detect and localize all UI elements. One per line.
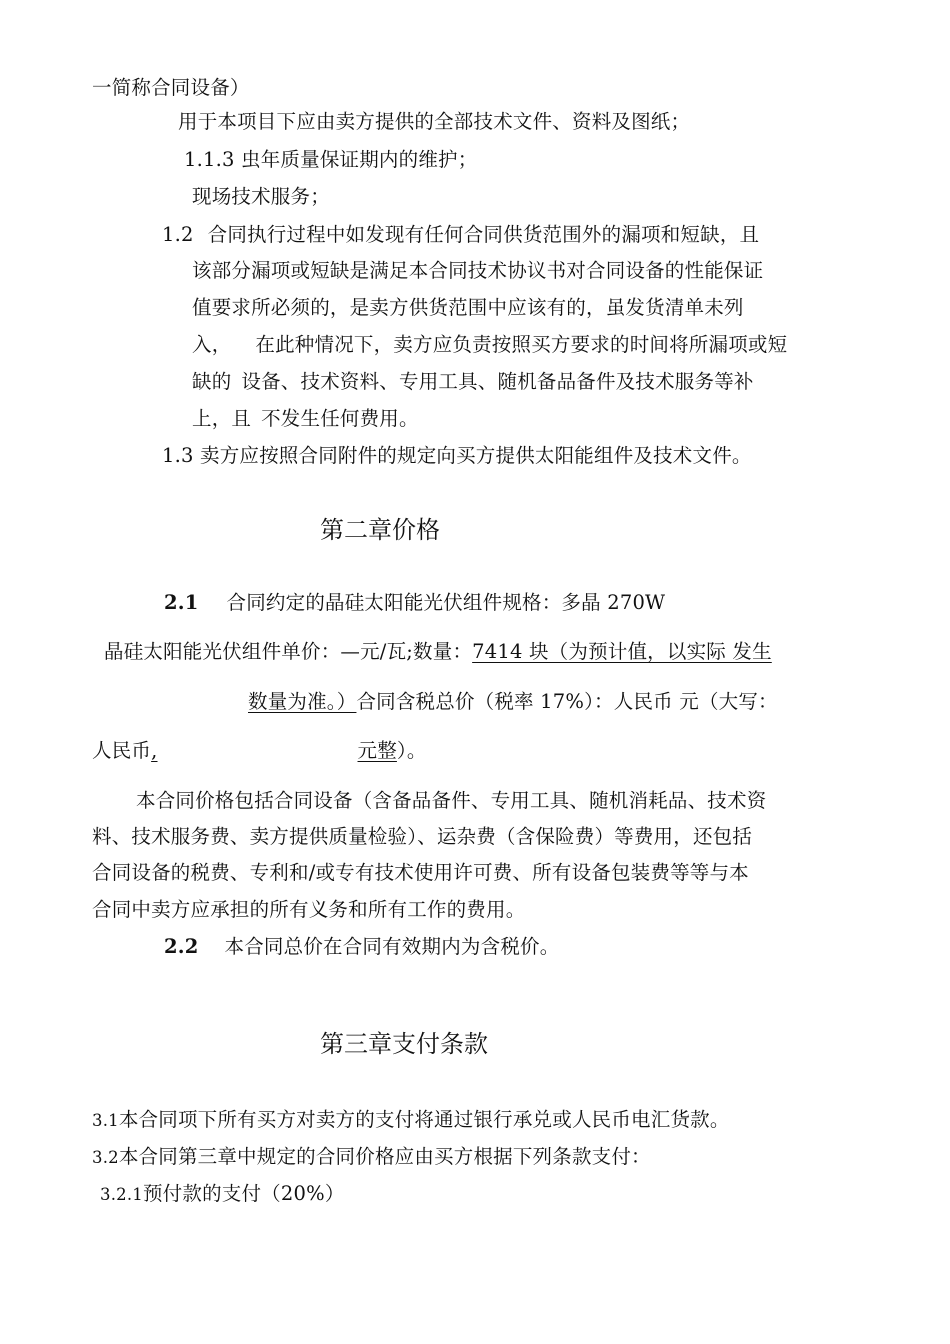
clause-3-2-1 (100, 1180, 345, 1209)
clause-number: 3.2.1 (100, 1185, 143, 1204)
clause-1-2-line-5 (192, 368, 754, 396)
price-paragraph-line-1: 本合同价格包括合同设备（含备品备件、专用工具、随机消耗品、技术资 (136, 789, 767, 812)
clause-2-1 (164, 589, 665, 617)
clause-number: 2.2 (164, 935, 199, 958)
chapter-2-title: 第二章价格 (320, 516, 440, 544)
quantity-line (248, 688, 778, 716)
text-line-3: 1.1.3 虫年质量保证期内的维护； (184, 148, 478, 171)
text-line-1: 一简称合同设备） (92, 76, 250, 99)
clause-text: 上，且 (192, 407, 252, 430)
clause-text: 预付款的支付（20%） (142, 1182, 345, 1205)
clause-text: 本合同项下所有买方对卖方的支付将通过银行承兑或人民币电汇货款。 (118, 1108, 730, 1131)
text-line-4: 现场技术服务； (192, 185, 330, 208)
total-price-text: 合同含税总价（税率 17%）：人民币 元（大写： (356, 690, 778, 713)
rmb-end: ）。 (396, 739, 427, 762)
price-paragraph-line-3: 合同设备的税费、专利和/或专有技术使用许可费、所有设备包装费等等与本 (92, 861, 749, 884)
clause-text: 不发生任何费用。 (261, 407, 419, 430)
clause-1-2-line-4 (192, 331, 787, 359)
quantity-text: 7414 块（为预计值，以实际 发生 (472, 640, 772, 663)
clause-text: 在此种情况下，卖方应负责按照买方要求的时间将所漏项或短 (255, 333, 788, 356)
price-line (104, 638, 772, 666)
clause-number: 2.1 (164, 591, 199, 614)
price-paragraph-line-4: 合同中卖方应承担的所有义务和所有工作的费用。 (92, 898, 526, 921)
clause-3-2 (92, 1143, 651, 1172)
quantity-note: 数量为准。） (248, 690, 357, 713)
clause-1-3: 1.3 卖方应按照合同附件的规定向买方提供太阳能组件及技术文件。 (162, 444, 752, 467)
clause-1-2-line-6 (192, 405, 419, 433)
clause-text: 入， (192, 333, 232, 356)
clause-1-2-line-3: 值要求所必须的，是卖方供货范围中应该有的，虽发货清单未列 (192, 296, 744, 319)
clause-number: 3.2 (92, 1148, 119, 1167)
clause-text: 缺的 (192, 370, 232, 393)
unit-price-text: 晶硅太阳能光伏组件单价：—元/瓦;数量： (104, 640, 473, 663)
clause-1-2-line-1 (162, 221, 759, 249)
clause-text: 设备、技术资料、专用工具、随机备品备件及技术服务等补 (241, 370, 754, 393)
rmb-label: 人民币 (92, 739, 152, 762)
price-paragraph-line-2: 料、技术服务费、卖方提供质量检验）、运杂费（含保险费）等费用，还包括 (92, 825, 753, 848)
clause-1-2-line-2: 该部分漏项或短缺是满足本合同技术协议书对合同设备的性能保证 (192, 259, 764, 282)
clause-text: 本合同总价在合同有效期内为含税价。 (224, 935, 560, 958)
clause-text: 合同约定的晶硅太阳能光伏组件规格：多晶 270W (226, 591, 666, 614)
clause-text: 合同执行过程中如发现有任何合同供货范围外的漏项和短缺，且 (207, 223, 760, 246)
chapter-3-title: 第三章支付条款 (320, 1030, 488, 1058)
text-line-2: 用于本项目下应由卖方提供的全部技术文件、资料及图纸； (178, 110, 691, 133)
clause-text: 本合同第三章中规定的合同价格应由买方根据下列条款支付： (118, 1145, 651, 1168)
clause-number: 1.2 (162, 223, 194, 246)
clause-number: 3.1 (92, 1111, 119, 1130)
rmb-line (92, 737, 427, 765)
clause-2-2 (164, 933, 559, 961)
rmb-blank: , 元整 (151, 739, 397, 762)
clause-3-1 (92, 1106, 730, 1135)
